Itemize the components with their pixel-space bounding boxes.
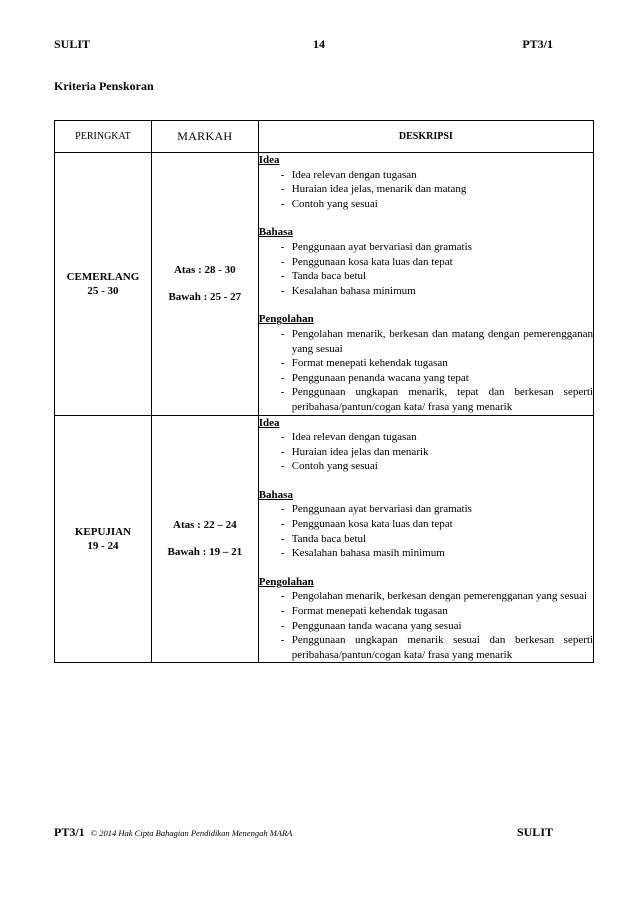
criteria-item-text: Penggunaan ayat bervariasi dan gramatis: [291, 503, 472, 516]
criteria-item-text: Penggunaan tanda wacana yang sesuai: [291, 619, 462, 632]
criteria-item-text: Penggunaan ungkapan menarik, tepat dan berkesan seperti peribahasa/pantun/cogan kata/ frasa yang menarik: [291, 386, 593, 413]
mark-upper: Atas : 28 - 30: [173, 264, 236, 277]
criteria-item: [259, 633, 593, 662]
marks-cell: [151, 415, 258, 663]
criteria-item: [259, 619, 593, 634]
criteria-section: [259, 488, 593, 561]
criteria-item: [259, 532, 593, 547]
criteria-item: [259, 445, 593, 460]
footer-sulit: SULIT: [516, 825, 553, 839]
description-cell: [258, 153, 593, 416]
level-name: KEPUJIAN: [74, 525, 132, 538]
criteria-item: [259, 284, 593, 299]
dash-bullet: -: [280, 357, 285, 370]
level-cell: [55, 415, 152, 663]
table-row: [55, 415, 594, 663]
dash-bullet: -: [280, 197, 285, 210]
criteria-item: [259, 604, 593, 619]
criteria-item: [259, 327, 593, 356]
column-header-marks: MARKAH: [151, 121, 258, 153]
criteria-section: [259, 225, 593, 298]
dash-bullet: -: [280, 619, 285, 632]
criteria-item-text: Penggunaan penanda wacana yang tepat: [291, 371, 469, 384]
criteria-item-text: Pengolahan menarik, berkesan dengan pemerengganan yang sesuai: [291, 590, 588, 603]
header-sulit: SULIT: [54, 37, 91, 51]
footer-left: [54, 825, 292, 840]
criteria-item: [259, 546, 593, 561]
criteria-item: [259, 459, 593, 474]
level-range: 19 - 24: [87, 539, 119, 552]
criteria-item-text: Huraian idea jelas dan menarik: [291, 445, 429, 458]
criteria-item: [259, 197, 593, 212]
criteria-item-text: Penggunaan ungkapan menarik sesuai dan berkesan seperti peribahasa/pantun/cogan kata/ frasa yang menarik: [291, 634, 593, 661]
dash-bullet: -: [280, 590, 285, 603]
criteria-item-text: Format menepati kehendak tugasan: [291, 357, 448, 370]
table-header-row: [55, 121, 594, 153]
dash-bullet: -: [280, 634, 285, 647]
criteria-item: [259, 385, 593, 414]
level-name: CEMERLANG: [66, 270, 140, 283]
section-heading: Bahasa: [258, 226, 293, 239]
dash-bullet: -: [280, 605, 285, 618]
criteria-item: [259, 371, 593, 386]
dash-bullet: -: [280, 284, 285, 297]
criteria-item-text: Pengolahan menarik, berkesan dan matang dengan pemerengganan yang sesuai: [291, 327, 593, 355]
dash-bullet: -: [280, 547, 285, 560]
criteria-item: [259, 168, 593, 183]
scoring-criteria-table: [54, 120, 594, 663]
section-heading: Pengolahan: [258, 575, 314, 588]
dash-bullet: -: [280, 518, 285, 531]
column-header-description: DESKRIPSI: [258, 121, 593, 153]
criteria-item-text: Kesalahan bahasa minimum: [291, 284, 416, 297]
criteria-item-text: Tanda baca betul: [291, 270, 367, 283]
dash-bullet: -: [280, 431, 285, 444]
page-number: 14: [313, 37, 325, 51]
header-paper-code: PT3/1: [522, 37, 553, 51]
dash-bullet: -: [280, 327, 285, 340]
footer-copyright: © 2014 Hak Cipta Bahagian Pendidikan Menengah MARA: [90, 828, 293, 838]
criteria-item: [259, 240, 593, 255]
criteria-item: [259, 269, 593, 284]
criteria-item: [259, 255, 593, 270]
dash-bullet: -: [280, 270, 285, 283]
criteria-item: [259, 356, 593, 371]
dash-bullet: -: [280, 371, 285, 384]
dash-bullet: -: [280, 445, 285, 458]
criteria-item-text: Format menepati kehendak tugasan: [291, 605, 448, 618]
level-range: 25 - 30: [87, 284, 119, 297]
level-cell: [55, 153, 152, 416]
dash-bullet: -: [280, 255, 285, 268]
mark-lower: Bawah : 25 - 27: [168, 291, 242, 304]
criteria-item-text: Penggunaan kosa kata luas dan tepat: [291, 518, 453, 531]
dash-bullet: -: [280, 503, 285, 516]
dash-bullet: -: [280, 460, 285, 473]
criteria-item: [259, 182, 593, 197]
criteria-section: [259, 312, 593, 414]
criteria-item-text: Idea relevan dengan tugasan: [291, 168, 417, 181]
criteria-item-text: Contoh yang sesuai: [291, 460, 378, 473]
criteria-item: [259, 502, 593, 517]
criteria-item-text: Penggunaan ayat bervariasi dan gramatis: [291, 240, 472, 253]
criteria-item-text: Contoh yang sesuai: [291, 197, 378, 210]
dash-bullet: -: [280, 168, 285, 181]
criteria-item-text: Idea relevan dengan tugasan: [291, 431, 417, 444]
criteria-item: [259, 517, 593, 532]
section-heading: Idea: [258, 416, 280, 429]
criteria-item-text: Tanda baca betul: [291, 532, 367, 545]
criteria-item: [259, 589, 593, 604]
dash-bullet: -: [280, 183, 285, 196]
section-title: Kriteria Penskoran: [54, 79, 154, 93]
marks-cell: [151, 153, 258, 416]
criteria-item-text: Kesalahan bahasa masih minimum: [291, 547, 445, 560]
section-heading: Idea: [258, 154, 280, 166]
section-heading: Pengolahan: [258, 313, 314, 326]
criteria-item: [259, 430, 593, 445]
section-heading: Bahasa: [258, 488, 293, 501]
criteria-section: [259, 575, 593, 663]
criteria-section: [259, 153, 593, 211]
dash-bullet: -: [280, 240, 285, 253]
criteria-item-text: Huraian idea jelas, menarik dan matang: [291, 183, 467, 196]
criteria-section: [259, 416, 593, 474]
mark-upper: Atas : 22 – 24: [173, 519, 237, 532]
mark-lower: Bawah : 19 – 21: [167, 546, 243, 559]
column-header-level: PERINGKAT: [55, 121, 152, 153]
table-row: [55, 153, 594, 416]
dash-bullet: -: [280, 532, 285, 545]
dash-bullet: -: [280, 386, 285, 399]
footer-paper-code: PT3/1: [54, 825, 85, 839]
criteria-item-text: Penggunaan kosa kata luas dan tepat: [291, 255, 453, 268]
description-cell: [258, 415, 593, 663]
